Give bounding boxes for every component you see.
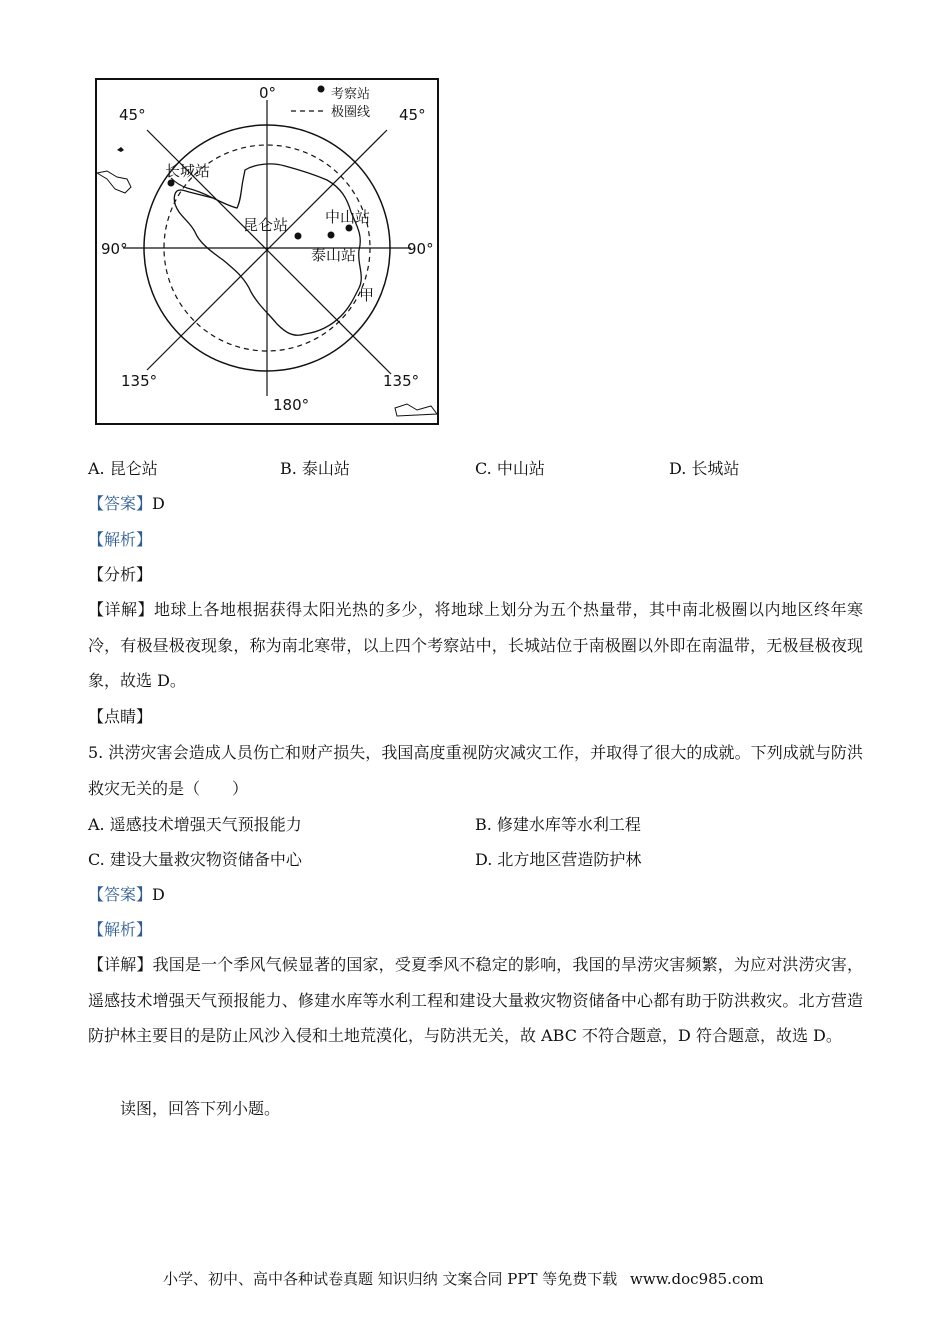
q4-option-d: D. 长城站 (669, 459, 740, 478)
taishan-label: 泰山站 (311, 246, 357, 264)
q4-fenxi-tag: 【分析】 (88, 565, 153, 584)
legend-polar-label: 极圈线 (331, 105, 371, 120)
footer-url[interactable]: www.doc985.com (630, 1270, 764, 1288)
instruction: 读图，回答下列小题。 (120, 1099, 281, 1118)
label-90-left: 90° (101, 240, 128, 258)
jia-label: 甲 (359, 286, 375, 304)
q4-option-c: C. 中山站 (475, 459, 545, 478)
detail-tag: 【详解】 (88, 600, 154, 619)
answer-tag: 【答案】 (88, 494, 153, 513)
changcheng-label: 长城站 (165, 162, 211, 180)
label-180: 180° (273, 396, 310, 414)
footer (163, 1268, 772, 1289)
changcheng-station-dot (168, 180, 175, 187)
q5-detail (88, 947, 863, 1054)
q5-stem: 5. 洪涝灾害会造成人员伤亡和财产损失，我国高度重视防灾减灾工作，并取得了很大的成就。下列成就与防洪救灾无关的是（ ） (88, 743, 863, 798)
taishan-station-dot (328, 232, 335, 239)
label-45-left: 45° (119, 106, 146, 124)
kunlun-label: 昆仑站 (243, 216, 289, 234)
detail-text: 我国是一个季风气候显著的国家，受夏季风不稳定的影响，我国的旱涝灾害频繁，为应对洪涝灾害，遥感技术增强天气预报能力、修建水库等水利工程和建设大量救灾物资储备中心都有助于防洪救灾。北方营造防护林主要目的是防止风沙入侵和土地荒漠化，与防洪无关，故 ABC 不符合题意，D 符合题意，故选 D。 (88, 955, 863, 1045)
label-45-right: 45° (399, 106, 426, 124)
antarctica-map (95, 78, 439, 425)
q4-option-b: B. 泰山站 (280, 459, 350, 478)
kunlun-station-dot (295, 233, 302, 240)
detail-text: 地球上各地根据获得太阳光热的多少，将地球上划分为五个热量带，其中南北极圈以内地区终年寒冷，有极昼极夜现象，称为南北寒带，以上四个考察站中，长城站位于南极圈以外即在南温带，无极昼极夜现象，故选 D。 (88, 600, 863, 690)
answer-tag: 【答案】 (88, 885, 153, 904)
q5-answer (88, 883, 165, 907)
zhongshan-label: 中山站 (325, 208, 371, 226)
antarctica-map-figure (95, 78, 439, 425)
label-135-right: 135° (383, 372, 420, 390)
q4-option-a: A. 昆仑站 (88, 459, 158, 478)
q5-option-d: D. 北方地区营造防护林 (475, 850, 642, 869)
detail-tag: 【详解】 (88, 955, 153, 974)
footer-text: 小学、初中、高中各种试卷真题 知识归纳 文案合同 PPT 等免费下载 (163, 1270, 618, 1288)
q5-analysis-tag: 【解析】 (88, 920, 153, 939)
q4-dianjing-tag: 【点睛】 (88, 707, 153, 726)
q5-option-c: C. 建设大量救灾物资储备中心 (88, 850, 302, 869)
legend-station-dot (318, 86, 325, 93)
label-0: 0° (259, 84, 277, 102)
label-135-left: 135° (121, 372, 158, 390)
answer-value: D (152, 494, 165, 513)
legend-station-label: 考察站 (331, 87, 371, 102)
q4-answer (88, 492, 165, 516)
answer-value: D (152, 885, 165, 904)
q5-option-a: A. 遥感技术增强天气预报能力 (88, 815, 302, 834)
label-90-right: 90° (407, 240, 434, 258)
q5-option-b: B. 修建水库等水利工程 (475, 815, 641, 834)
q4-analysis-tag: 【解析】 (88, 530, 153, 549)
q4-detail (88, 592, 863, 699)
